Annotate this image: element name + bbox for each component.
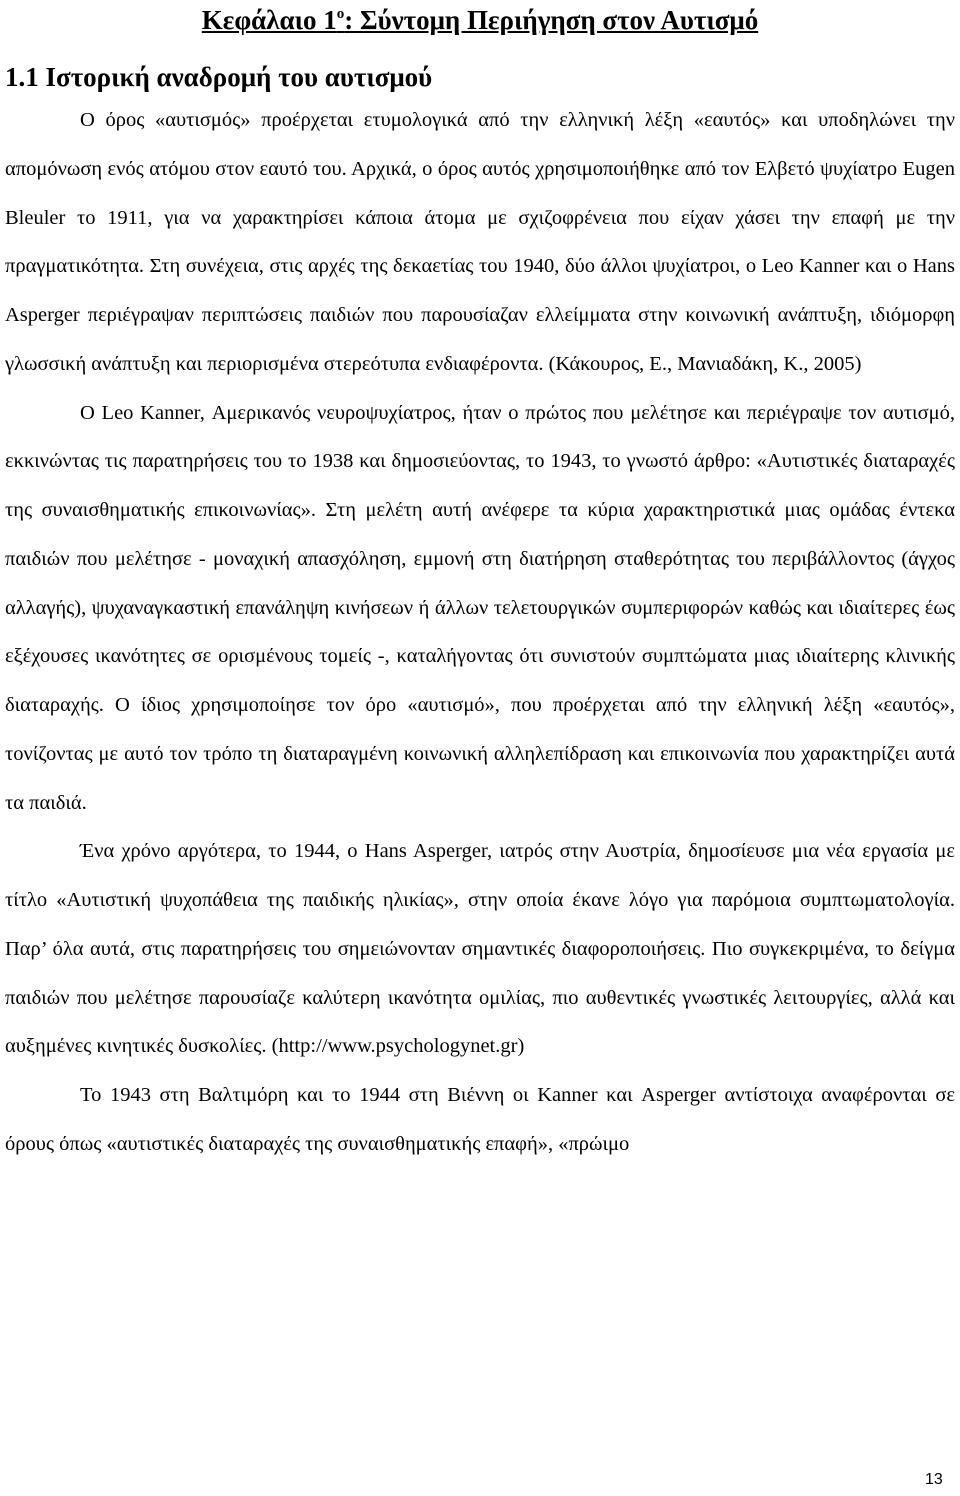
chapter-title-text: Κεφάλαιο 1 [201, 5, 337, 35]
section-title: 1.1 Ιστορική αναδρομή του αυτισμού [5, 62, 433, 92]
paragraph-kanner: Ο Leo Kanner, Αμερικανός νευροψυχίατρος, ήταν ο πρώτος που μελέτησε και περιέγραψε τον αυτισμό, εκκινώντας τις παρατηρήσεις του το 1938 και δημοσιεύοντας, το 1943, το γνωστό άρθρο: «Αυτιστικές διαταραχές της συναισθηματικής επικοινωνίας». Στη μελέτη αυτή ανέφερε τα κύρια χαρακτηριστικά μιας ομάδας έντεκα παιδιών που μελέτησε - μοναχική απασχόληση, εμμονή στη διατήρηση σταθερότητας του περιβάλλοντος (άγχος αλλαγής), ψυχαναγκαστική επανάληψη κινήσεων ή άλλων τελετουργικών συμπεριφορών καθώς και ιδιαίτερες έως εξέχουσες ικανότητες σε ορισμένους τομείς -, καταλήγοντας ότι συνιστούν συμπτώματα μιας ιδιαίτερης κλινικής διαταραχής. Ο ίδιος χρησιμοποίησε τον όρο «αυτισμό», που προέρχεται από την ελληνική λέξη «εαυτός», τονίζοντας με αυτό τον τρόπο τη διαταραγμένη κοινωνική αλληλεπίδραση και επικοινωνία που χαρακτηρίζει αυτά τα παιδιά. [5, 401, 955, 814]
chapter-title [0, 0, 960, 40]
page-number: 13 [925, 1471, 943, 1488]
body-text [5, 96, 955, 1169]
paragraph-history-intro: Ο όρος «αυτισμός» προέρχεται ετυμολογικά από την ελληνική λέξη «εαυτός» και υποδηλώνει την απομόνωση ενός ατόμου στον εαυτό του. Αρχικά, ο όρος αυτός χρησιμοποιήθηκε από τον Ελβετό ψυχίατρο Eugen Bleuler το 1911, για να χαρακτηρίσει κάποια άτομα με σχιζοφρένεια που είχαν χάσει την επαφή με την πραγματικότητα. Στη συνέχεια, στις αρχές της δεκαετίας του 1940, δύο άλλοι ψυχίατροι, ο Leo Kanner και ο Hans Asperger περιέγραψαν περιπτώσεις παιδιών που παρουσίαζαν ελλείμματα στην κοινωνική ανάπτυξη, ιδιόμορφη γλωσσική ανάπτυξη και περιορισμένα στερεότυπα ενδιαφέροντα. (Κάκουρος, Ε., Μανιαδάκη, Κ., 2005) [5, 109, 955, 375]
chapter-title-subtitle: : Σύντομη Περιήγηση στον Αυτισμό [344, 5, 759, 35]
paragraph-comparison: Το 1943 στη Βαλτιμόρη και το 1944 στη Βιέννη οι Kanner και Asperger αντίστοιχα αναφέρονται σε όρους όπως «αυτιστικές διαταραχές της συναισθηματικής επαφή», «πρώιμο [5, 1084, 955, 1155]
paragraph-asperger: Ένα χρόνο αργότερα, το 1944, ο Hans Asperger, ιατρός στην Αυστρία, δημοσίευσε μια νέα εργασία με τίτλο «Αυτιστική ψυχοπάθεια της παιδικής ηλικίας», στην οποία έκανε λόγο για παρόμοια συμπτωματολογία. Παρ’ όλα αυτά, στις παρατηρήσεις του σημειώνονταν σημαντικές διαφοροποιήσεις. Πιο συγκεκριμένα, το δείγμα παιδιών που μελέτησε παρουσίαζε καλύτερη ικανότητα ομιλίας, πιο αυθεντικές γνωστικές λειτουργίες, αλλά και αυξημένες κινητικές δυσκολίες. (http://www.psychologynet.gr) [5, 840, 955, 1058]
chapter-title-superscript: ο [336, 6, 345, 22]
